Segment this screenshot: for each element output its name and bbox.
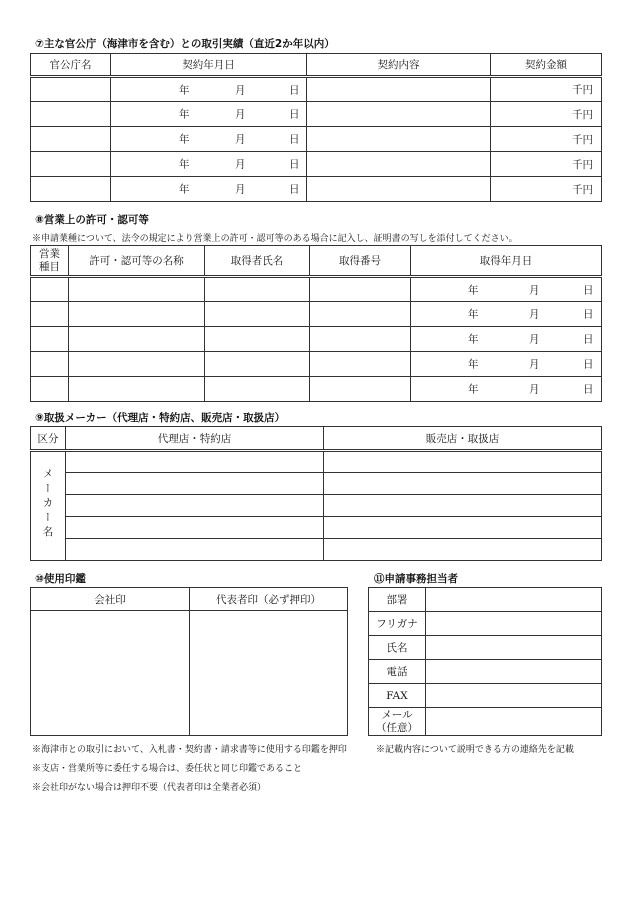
day-label: 日	[289, 84, 300, 96]
representative-seal-box[interactable]	[190, 611, 348, 736]
table-row	[31, 352, 602, 377]
dealer-cell[interactable]	[324, 495, 602, 517]
content-cell[interactable]	[307, 152, 491, 177]
content-cell[interactable]	[307, 77, 491, 102]
date-cell[interactable]	[111, 127, 307, 152]
note-contact: ※記載内容について説明できる方の連絡先を記載	[376, 745, 574, 755]
date-cell[interactable]	[111, 77, 307, 102]
agency-cell[interactable]	[31, 102, 111, 127]
day-label: 日	[583, 333, 594, 346]
header-business-type-line2: 種目	[39, 260, 60, 273]
permits-header-row	[31, 246, 602, 277]
content-cell[interactable]	[307, 102, 491, 127]
label-email-line2: （任意）	[376, 721, 418, 734]
header-dealer: 販売店・取扱店	[324, 427, 602, 451]
month-label: 月	[529, 308, 540, 321]
business-type-cell[interactable]	[31, 377, 69, 402]
day-label: 日	[289, 158, 300, 171]
dealer-cell[interactable]	[324, 451, 602, 473]
makers-table	[30, 426, 602, 561]
month-label: 月	[235, 158, 246, 171]
header-business-type	[31, 246, 69, 277]
year-label: 年	[468, 308, 479, 321]
permit-number-cell[interactable]	[310, 352, 411, 377]
note-delegation: ※支店・営業所等に委任する場合は、委任状と同じ印鑑であること	[32, 764, 303, 774]
amount-cell[interactable]: 千円	[491, 102, 602, 127]
header-contract-content: 契約内容	[307, 54, 491, 77]
maker-name-label-cell	[31, 451, 66, 561]
label-fax: FAX	[369, 684, 426, 708]
label-phone: 電話	[369, 660, 426, 684]
seals-stamp-row	[31, 611, 348, 736]
year-label: 年	[179, 108, 190, 121]
transactions-table	[30, 53, 602, 202]
permit-name-cell[interactable]	[69, 327, 205, 352]
email-input[interactable]	[426, 708, 602, 736]
amount-cell[interactable]: 千円	[491, 127, 602, 152]
header-acquired-date: 取得年月日	[411, 246, 602, 277]
content-cell[interactable]	[307, 127, 491, 152]
month-label: 月	[529, 333, 540, 346]
year-label: 年	[179, 183, 190, 196]
year-label: 年	[179, 133, 190, 146]
year-label: 年	[468, 358, 479, 371]
date-cell[interactable]	[111, 177, 307, 202]
holder-name-cell[interactable]	[205, 302, 310, 327]
year-label: 年	[468, 383, 479, 396]
table-row	[31, 473, 602, 495]
amount-cell[interactable]: 千円	[491, 152, 602, 177]
amount-cell[interactable]: 千円	[491, 77, 602, 102]
header-representative-seal: 代表者印（必ず押印）	[190, 588, 348, 611]
permit-name-cell[interactable]	[69, 377, 205, 402]
month-label: 月	[235, 183, 246, 196]
seals-header-row	[31, 588, 348, 611]
header-permit-name: 許可・認可等の名称	[69, 246, 205, 277]
section-10-title: ⑩使用印鑑	[35, 573, 86, 585]
agency-cell[interactable]	[31, 77, 111, 102]
furigana-input[interactable]	[426, 612, 602, 636]
section-8-title: ⑧営業上の許可・認可等	[35, 214, 149, 226]
dealer-cell[interactable]	[324, 539, 602, 561]
label-name: 氏名	[369, 636, 426, 660]
seals-table	[30, 587, 348, 736]
dealer-cell[interactable]	[324, 473, 602, 495]
content-cell[interactable]	[307, 177, 491, 202]
agent-cell[interactable]	[66, 473, 324, 495]
permit-number-cell[interactable]	[310, 377, 411, 402]
table-row	[31, 127, 602, 152]
note-no-company-seal: ※会社印がない場合は押印不要（代表者印は全業者必須）	[32, 783, 267, 793]
table-row	[31, 302, 602, 327]
contact-row-name	[369, 636, 602, 660]
agency-cell[interactable]	[31, 177, 111, 202]
day-label: 日	[289, 183, 300, 196]
day-label: 日	[583, 383, 594, 396]
business-type-cell[interactable]	[31, 352, 69, 377]
year-label: 年	[179, 84, 190, 96]
maker-name-label: メーカー名	[41, 468, 54, 541]
day-label: 日	[583, 358, 594, 371]
year-label: 年	[468, 333, 479, 346]
table-row	[31, 539, 602, 561]
header-permit-number: 取得番号	[310, 246, 411, 277]
header-holder-name: 取得者氏名	[205, 246, 310, 277]
day-label: 日	[289, 133, 300, 146]
label-furigana: フリガナ	[369, 612, 426, 636]
business-type-cell[interactable]	[31, 302, 69, 327]
section-11-title: ⑪申請事務担当者	[374, 573, 458, 585]
acquired-date-cell[interactable]	[411, 277, 602, 302]
table-row	[31, 102, 602, 127]
fax-input[interactable]	[426, 684, 602, 708]
year-label: 年	[179, 158, 190, 171]
agent-cell[interactable]	[66, 517, 324, 539]
phone-input[interactable]	[426, 660, 602, 684]
name-input[interactable]	[426, 636, 602, 660]
permit-name-cell[interactable]	[69, 277, 205, 302]
permit-name-cell[interactable]	[69, 352, 205, 377]
header-business-type-line1: 営業	[39, 247, 60, 260]
table-row	[31, 177, 602, 202]
note-seal-usage: ※海津市との取引において、入札書・契約書・請求書等に使用する印鑑を押印	[32, 745, 347, 755]
month-label: 月	[235, 108, 246, 121]
day-label: 日	[583, 308, 594, 321]
header-agent: 代理店・特約店	[66, 427, 324, 451]
label-email	[369, 708, 426, 736]
acquired-date-cell[interactable]	[411, 327, 602, 352]
table-row	[31, 327, 602, 352]
month-label: 月	[235, 133, 246, 146]
table-row	[31, 517, 602, 539]
section-8-note: ※申請業種について、法令の規定により営業上の許可・認可等のある場合に記入し、証明書の写しを添付してください。	[32, 234, 518, 244]
table-row	[31, 77, 602, 102]
header-company-seal: 会社印	[31, 588, 190, 611]
header-agency: 官公庁名	[31, 54, 111, 77]
holder-name-cell[interactable]	[205, 277, 310, 302]
month-label: 月	[235, 84, 246, 96]
contact-row-department	[369, 588, 602, 612]
department-input[interactable]	[426, 588, 602, 612]
header-contract-date: 契約年月日	[111, 54, 307, 77]
amount-cell[interactable]: 千円	[491, 177, 602, 202]
acquired-date-cell[interactable]	[411, 377, 602, 402]
permits-table	[30, 245, 602, 402]
permit-name-cell[interactable]	[69, 302, 205, 327]
table-row	[31, 451, 602, 473]
section-9-title: ⑨取扱メーカー（代理店・特約店、販売店・取扱店）	[35, 412, 286, 424]
holder-name-cell[interactable]	[205, 377, 310, 402]
day-label: 日	[583, 284, 594, 296]
month-label: 月	[529, 284, 540, 296]
agent-cell[interactable]	[66, 539, 324, 561]
table-row	[31, 152, 602, 177]
permit-number-cell[interactable]	[310, 327, 411, 352]
business-type-cell[interactable]	[31, 327, 69, 352]
day-label: 日	[289, 108, 300, 121]
agent-cell[interactable]	[66, 451, 324, 473]
year-label: 年	[468, 284, 479, 296]
table-row	[31, 277, 602, 302]
table-row	[31, 377, 602, 402]
acquired-date-cell[interactable]	[411, 302, 602, 327]
label-email-line1: メール	[381, 708, 413, 721]
contact-row-phone	[369, 660, 602, 684]
date-cell[interactable]	[111, 102, 307, 127]
contact-table	[368, 587, 602, 736]
permit-number-cell[interactable]	[310, 277, 411, 302]
header-contract-amount: 契約金額	[491, 54, 602, 77]
transactions-header-row	[31, 54, 602, 77]
dealer-cell[interactable]	[324, 517, 602, 539]
holder-name-cell[interactable]	[205, 327, 310, 352]
holder-name-cell[interactable]	[205, 352, 310, 377]
agent-cell[interactable]	[66, 495, 324, 517]
company-seal-box[interactable]	[31, 611, 190, 736]
month-label: 月	[529, 383, 540, 396]
business-type-cell[interactable]	[31, 277, 69, 302]
makers-header-row	[31, 427, 602, 451]
section-7-title: ⑦主な官公庁（海津市を含む）との取引実績（直近2か年以内）	[35, 38, 335, 50]
label-department: 部署	[369, 588, 426, 612]
contact-row-fax	[369, 684, 602, 708]
date-cell[interactable]	[111, 152, 307, 177]
contact-row-email	[369, 708, 602, 736]
month-label: 月	[529, 358, 540, 371]
table-row	[31, 495, 602, 517]
permit-number-cell[interactable]	[310, 302, 411, 327]
acquired-date-cell[interactable]	[411, 352, 602, 377]
contact-row-furigana	[369, 612, 602, 636]
header-classification: 区分	[31, 427, 66, 451]
agency-cell[interactable]	[31, 152, 111, 177]
agency-cell[interactable]	[31, 127, 111, 152]
